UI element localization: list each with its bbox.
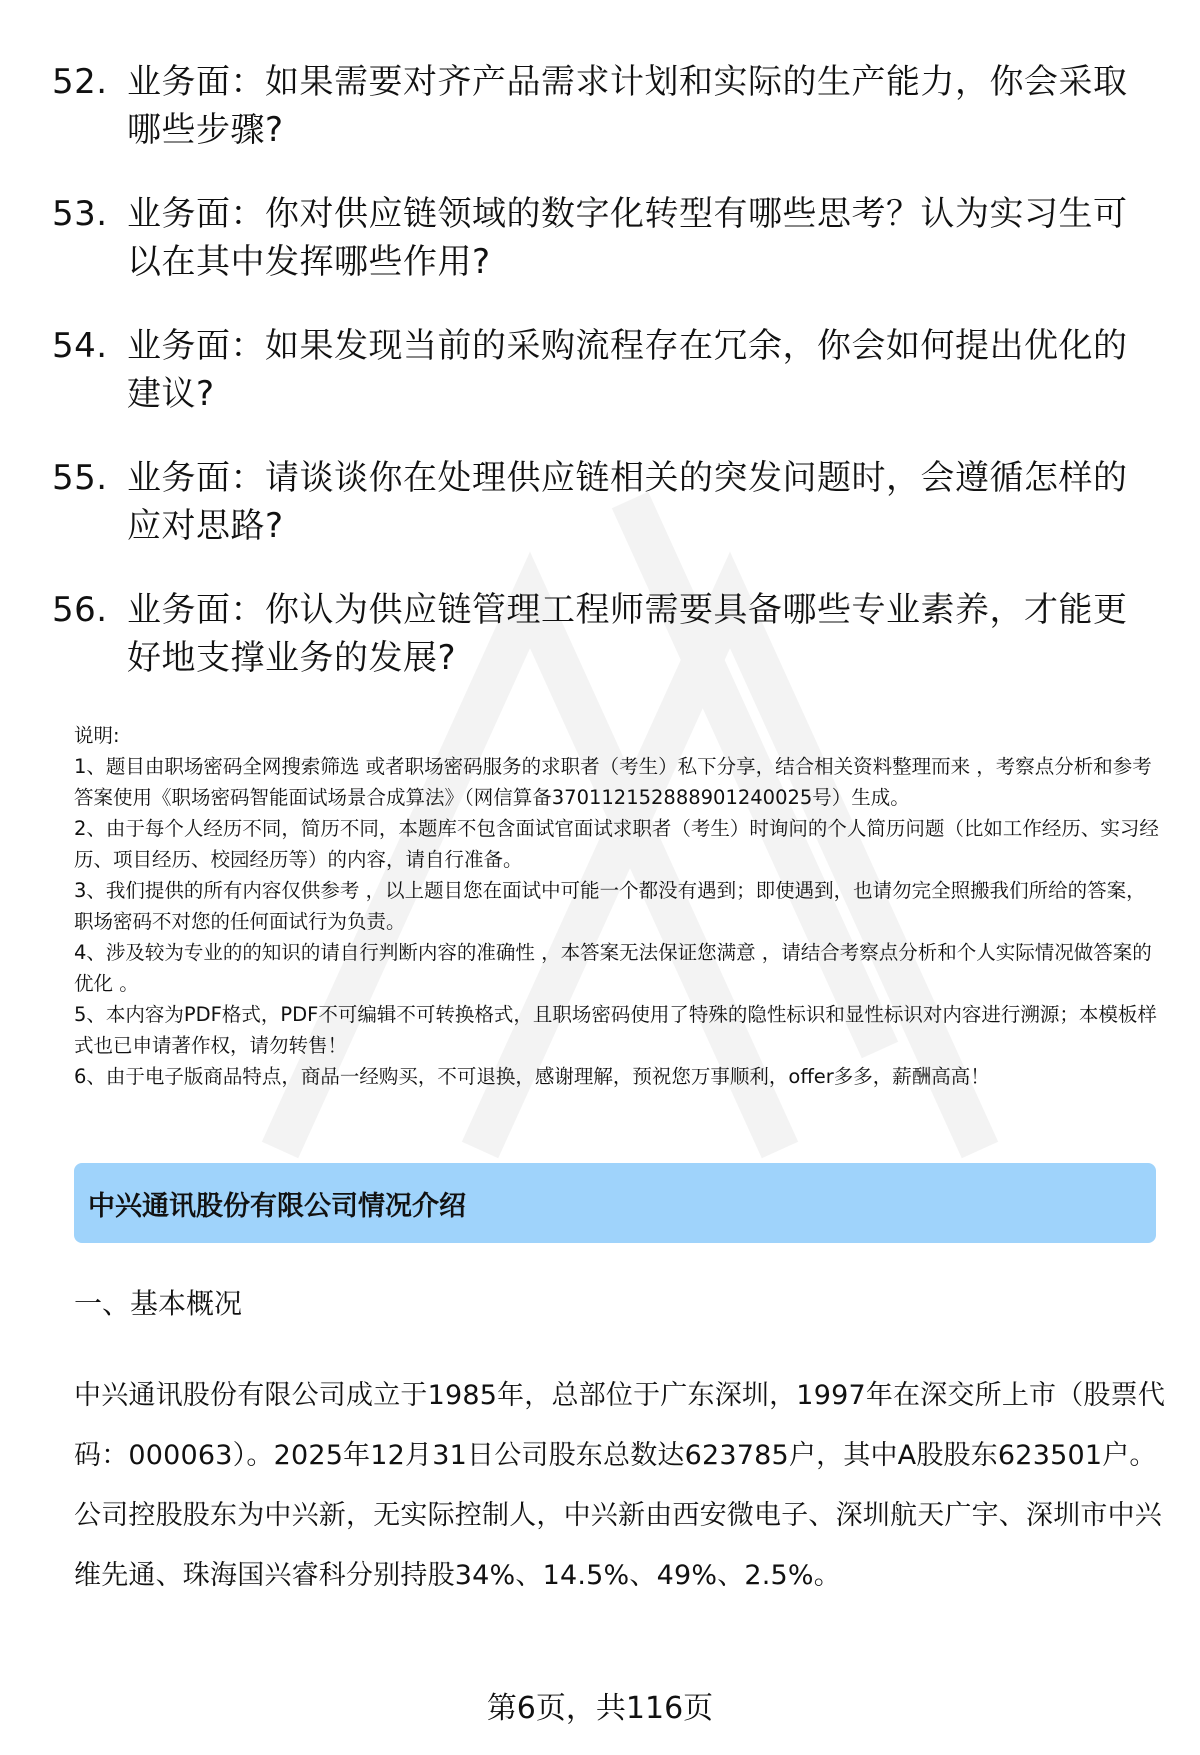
company-overview-paragraph: 中兴通讯股份有限公司成立于1985年，总部位于广东深圳，1997年在深交所上市（股票代码：000063）。2025年12月31日公司股东总数达623785户，其中A股股东623501户。公司控股股东为中兴新，无实际控制人，中兴新由西安微电子、深圳航天广宇、深圳市中兴维先通、珠海国兴睿科分别持股34%、14.5%、49%、2.5%。 [74, 1380, 1166, 1591]
note-item: 3、我们提供的所有内容仅供参考 ，以上题目您在面试中可能一个都没有遇到；即使遇到，也请勿完全照搬我们所给的答案，职场密码不对您的任何面试行为负责。 [74, 879, 1146, 933]
note-item: 1、题目由职场密码全网搜索筛选 或者职场密码服务的求职者（考生）私下分享，结合相关资料整理而来 ，考察点分析和参考答案使用《职场密码智能面试场景合成算法》（网信算备370112152888901240025号）生成。 [74, 755, 1152, 809]
notes-title: 说明: [74, 724, 120, 747]
question-number: 54. [52, 326, 108, 366]
note-item: 2、由于每个人经历不同，简历不同，本题库不包含面试官面试求职者（考生）时询问的个人简历问题（比如工作经历、实习经历、项目经历、校园经历等）的内容，请自行准备。 [74, 817, 1159, 871]
question-item [52, 322, 1152, 418]
question-item [52, 58, 1152, 154]
subheading: 一、基本概况 [74, 1287, 243, 1320]
question-number: 52. [52, 62, 108, 102]
question-number: 56. [52, 590, 108, 630]
page-number: 第6页，共116页 [486, 1691, 714, 1726]
question-text: 业务面：请谈谈你在处理供应链相关的突发问题时，会遵循怎样的应对思路? [127, 458, 1128, 546]
question-text: 业务面：如果需要对齐产品需求计划和实际的生产能力，你会采取哪些步骤? [127, 62, 1128, 150]
note-item: 4、涉及较为专业的的知识的请自行判断内容的准确性 ，本答案无法保证您满意 ，请结合考察点分析和个人实际情况做答案的优化 。 [74, 941, 1152, 995]
question-text: 业务面：如果发现当前的采购流程存在冗余，你会如何提出优化的建议? [127, 326, 1128, 414]
question-list [52, 58, 1152, 718]
question-text: 业务面：你对供应链领域的数字化转型有哪些思考？认为实习生可以在其中发挥哪些作用? [127, 194, 1128, 282]
question-text: 业务面：你认为供应链管理工程师需要具备哪些专业素养，才能更好地支撑业务的发展? [127, 590, 1128, 678]
question-number: 53. [52, 194, 108, 234]
question-item [52, 454, 1152, 550]
question-item [52, 190, 1152, 286]
disclaimer-notes [74, 720, 1164, 1092]
section-title: 中兴通讯股份有限公司情况介绍 [88, 1190, 466, 1222]
note-item: 5、本内容为PDF格式，PDF不可编辑不可转换格式，且职场密码使用了特殊的隐性标识和显性标识对内容进行溯源；本模板样式也已申请著作权，请勿转售！ [74, 1003, 1157, 1057]
question-number: 55. [52, 458, 108, 498]
note-item: 6、由于电子版商品特点，商品一经购买，不可退换，感谢理解，预祝您万事顺利，offer多多，薪酬高高！ [74, 1065, 990, 1088]
question-item [52, 586, 1152, 682]
section-header [74, 1163, 1156, 1243]
